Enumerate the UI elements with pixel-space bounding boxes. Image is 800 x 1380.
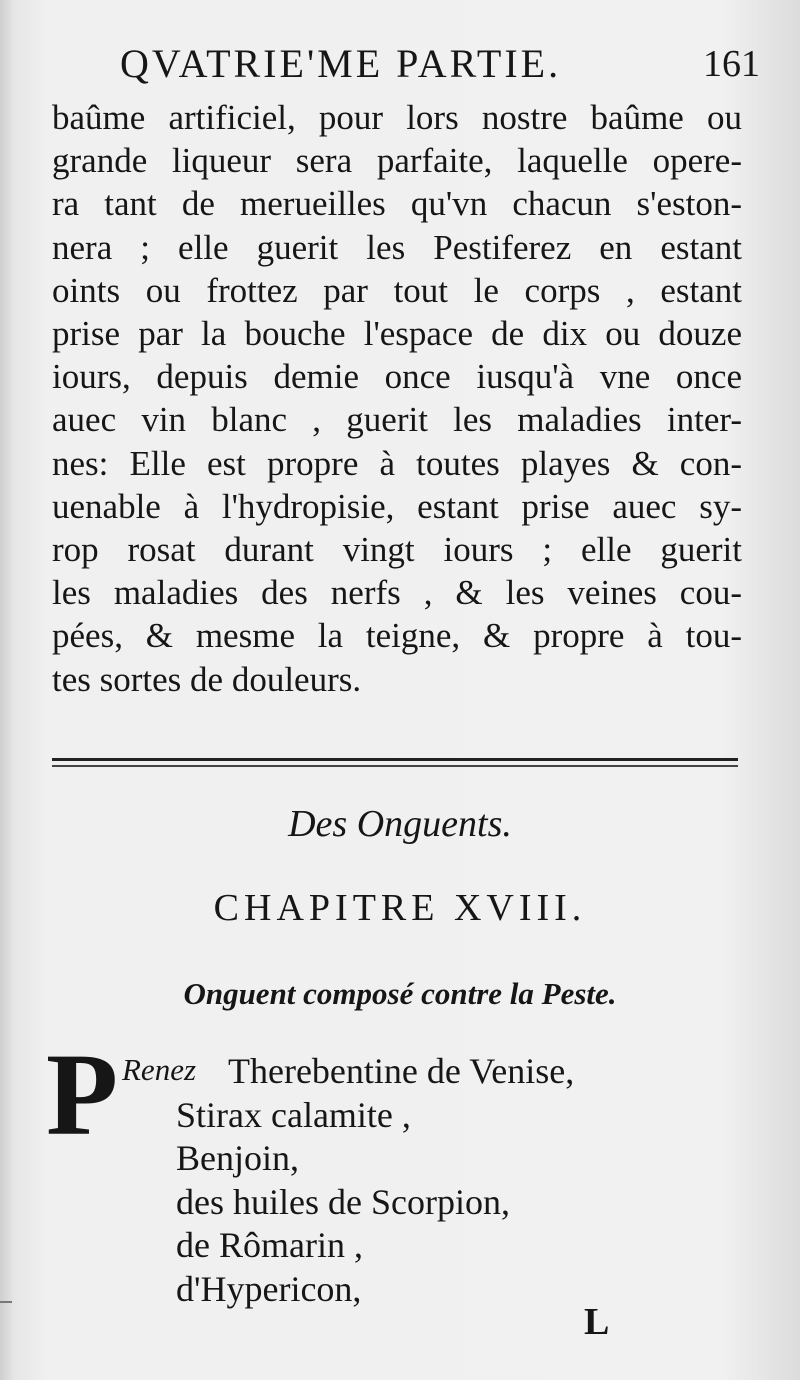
paragraph-line: prise par la bouche l'espace de dix ou douze xyxy=(52,314,742,354)
paragraph-line: rop rosat durant vingt iours ; elle guerit xyxy=(52,530,742,570)
section-title: Des Onguents. xyxy=(288,803,512,845)
running-head xyxy=(120,40,760,90)
ingredient-line: des huiles de Scorpion, xyxy=(176,1181,510,1222)
page-edge-shadow xyxy=(0,0,14,1380)
paragraph-line: les maladies des nerfs , & les veines cou- xyxy=(52,573,742,613)
chapter-subtitle: Onguent composé contre la Peste. xyxy=(183,976,617,1011)
paragraph-line: auec vin blanc , guerit les maladies inter- xyxy=(52,400,742,440)
paragraph-line: uenable à l'hydropisie, estant prise auec sy- xyxy=(52,486,742,526)
paragraph-line: iours, depuis demie once iusqu'à vne once xyxy=(52,357,742,397)
paragraph-line: nes: Elle est propre à toutes playes & con- xyxy=(52,443,742,483)
ingredient-line: Stirax calamite , xyxy=(176,1094,411,1135)
ingredient-line: de Rômarin , xyxy=(176,1225,363,1265)
paragraph-line: oints ou frottez par tout le corps , estant xyxy=(52,270,742,310)
section-divider xyxy=(52,758,738,772)
drop-cap: P xyxy=(46,1029,119,1160)
divider-rule-bottom xyxy=(52,765,738,767)
running-head-title: QVATRIE'ME PARTIE. xyxy=(120,41,562,86)
chapter-heading: CHAPITRE XVIII. xyxy=(213,887,587,929)
paragraph-line: tes sortes de douleurs. xyxy=(52,659,362,699)
paragraph-line: nera ; elle guerit les Pestiferez en estant xyxy=(52,227,742,267)
ingredient-line: d'Hypericon, xyxy=(176,1268,362,1309)
signature-mark: L xyxy=(584,1301,610,1343)
ingredient-line: Therebentine de Venise, xyxy=(228,1051,575,1091)
ingredient-list xyxy=(176,1050,656,1311)
margin-tick xyxy=(0,1301,12,1303)
ingredient-line: Benjoin, xyxy=(176,1138,299,1178)
paragraph xyxy=(52,96,742,701)
paragraph-line: grande liqueur sera parfaite, laquelle opere- xyxy=(52,141,742,181)
paragraph-line: baûme artificiel, pour lors nostre baûme ou xyxy=(52,98,742,137)
lead-word: Renez xyxy=(122,1052,197,1087)
divider-rule-top xyxy=(52,758,738,761)
paragraph-line: pées, & mesme la teigne, & propre à tou- xyxy=(52,616,742,656)
paragraph-line: ra tant de merueilles qu'vn chacun s'eston- xyxy=(52,184,742,224)
page-number: 161 xyxy=(703,43,760,85)
